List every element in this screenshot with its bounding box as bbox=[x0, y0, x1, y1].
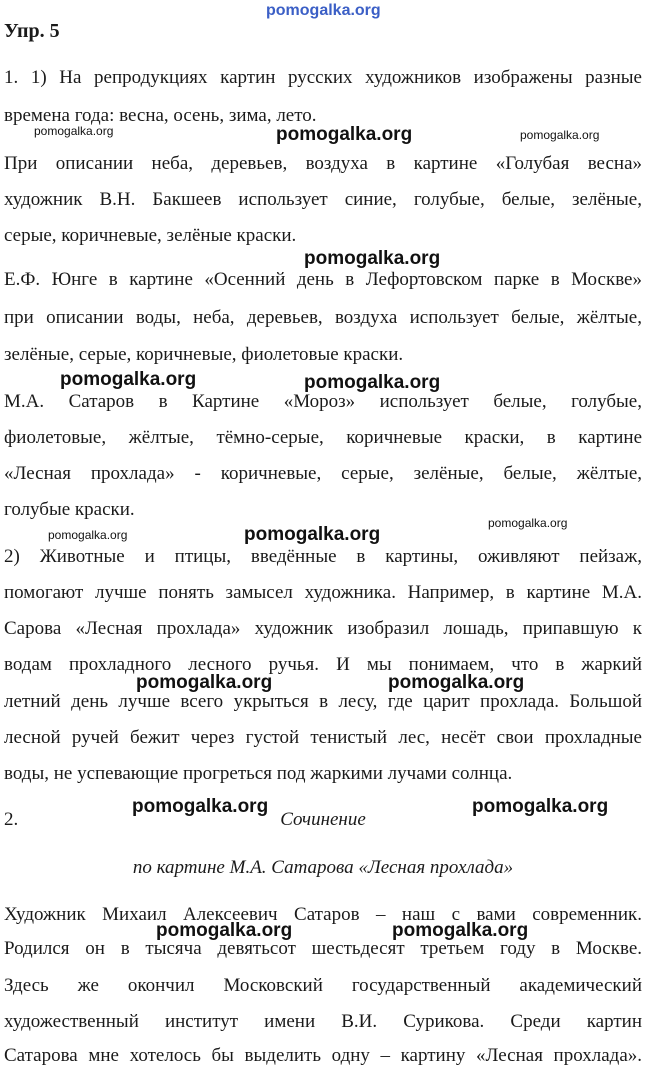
text-line: Родился он в тысяча девятьсот шестьдесят третьем году в Москве. bbox=[4, 938, 642, 959]
text-line: воды, не успевающие прогреться под жаркими лучами солнца. bbox=[4, 763, 513, 784]
text-line: зелёные, серые, коричневые, фиолетовые краски. bbox=[4, 344, 404, 365]
text-line: помогают лучше понять замысел художника. Например, в картине М.А. bbox=[4, 582, 642, 603]
text-line: при описании воды, неба, деревьев, воздуха использует белые, жёлтые, bbox=[4, 307, 642, 328]
text-line: лесной ручей бежит через густой тенистый лес, несёт свои прохладные bbox=[4, 727, 642, 748]
text-line: голубые краски. bbox=[4, 499, 135, 520]
watermark-text: pomogalka.org bbox=[156, 920, 293, 941]
text-line: Е.Ф. Юнге в картине «Осенний день в Лефортовском парке в Москве» bbox=[4, 269, 642, 290]
text-line: 1. 1) На репродукциях картин русских художников изображены разные bbox=[4, 67, 642, 88]
text-line: М.А. Сатаров в Картине «Мороз» использует белые, голубые, bbox=[4, 391, 642, 412]
watermark-text: pomogalka.org bbox=[136, 672, 273, 693]
text-line: Сарова «Лесная прохлада» художник изобразил лошадь, припавшую к bbox=[4, 618, 642, 639]
watermark-text: pomogalka.org bbox=[388, 672, 525, 693]
text-line: 2) Животные и птицы, введённые в картины, оживляют пейзаж, bbox=[4, 546, 642, 567]
text-line: Сатарова мне хотелось бы выделить одну – картину «Лесная прохлада». bbox=[4, 1045, 642, 1066]
text-line: летний день лучше всего укрыться в лесу, где царит прохлада. Большой bbox=[4, 691, 642, 712]
essay-title: Сочинение bbox=[280, 809, 366, 830]
section-number: 2. bbox=[4, 809, 19, 830]
text-line: Художник Михаил Алексеевич Сатаров – наш с вами современник. bbox=[4, 904, 642, 925]
watermark-text: pomogalka.org bbox=[304, 372, 441, 393]
text-line: «Лесная прохлада» - коричневые, серые, зелёные, белые, жёлтые, bbox=[4, 463, 642, 484]
text-line: При описании неба, деревьев, воздуха в картине «Голубая весна» bbox=[4, 153, 642, 174]
watermark-text: pomogalka.org bbox=[276, 124, 413, 145]
watermark-text: pomogalka.org bbox=[488, 516, 568, 530]
text-line: времена года: весна, осень, зима, лето. bbox=[4, 105, 317, 126]
watermark-text: pomogalka.org bbox=[392, 920, 529, 941]
watermark-text: pomogalka.org bbox=[60, 369, 197, 390]
watermark-text: pomogalka.org bbox=[34, 124, 114, 138]
text-line: художественный институт имени В.И. Сурикова. Среди картин bbox=[4, 1011, 642, 1032]
essay-subtitle: по картине М.А. Сатарова «Лесная прохлада» bbox=[132, 857, 514, 878]
watermark-text: pomogalka.org bbox=[48, 528, 128, 542]
watermark-logo: pomogalka.org bbox=[266, 2, 381, 19]
text-line: Здесь же окончил Московский государственный академический bbox=[4, 975, 642, 996]
text-line: водам прохладного лесного ручья. И мы понимаем, что в жаркий bbox=[4, 654, 642, 675]
watermark-text: pomogalka.org bbox=[132, 796, 269, 817]
text-line: художник В.Н. Бакшеев использует синие, голубые, белые, зелёные, bbox=[4, 189, 642, 210]
watermark-text: pomogalka.org bbox=[304, 248, 441, 269]
watermark-text: pomogalka.org bbox=[472, 796, 609, 817]
text-line: серые, коричневые, зелёные краски. bbox=[4, 225, 297, 246]
text-line: фиолетовые, жёлтые, тёмно-серые, коричневые краски, в картине bbox=[4, 427, 642, 448]
watermark-text: pomogalka.org bbox=[244, 524, 381, 545]
watermark-text: pomogalka.org bbox=[520, 128, 600, 142]
exercise-heading: Упр. 5 bbox=[4, 20, 60, 42]
